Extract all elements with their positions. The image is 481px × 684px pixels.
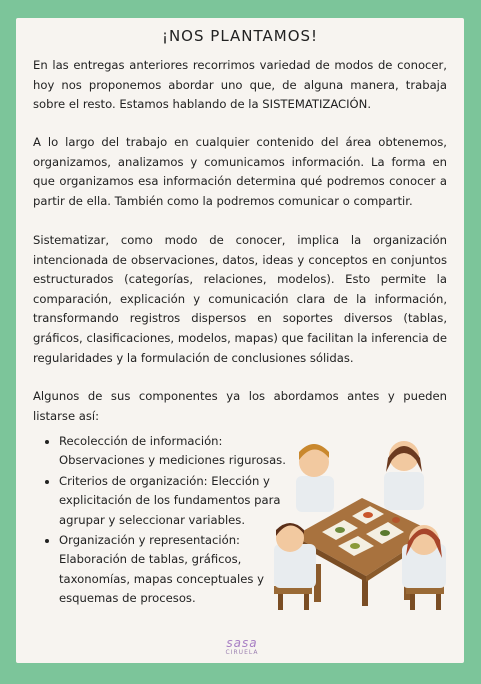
intro-paragraph: En las entregas anteriores recorrimos variedad de modos de conocer, hoy nos proponemos abordar uno que, de alguna manera, trabaja sobre el resto. Estamos hablando de la SISTEMATIZACIÓN. xyxy=(33,58,447,112)
document-page xyxy=(16,18,464,663)
list-item: • Recolección de información: Observaciones y mediciones rigurosas. xyxy=(59,432,294,471)
systematize-paragraph: Sistematizar, como modo de conocer, implica la organización intencionada de observaciones, datos, ideas y conceptos en conjuntos estructurados (categorías, relaciones, modelos). Esto permite la comparación, explicación y comunicación clara de la información, transformando registros dispersos en soportes diversos (tablas, gráficos, clasificaciones, modelos, mapas) que facilitan la inferencia de regularidades y la formulación de conclusiones sólidas. xyxy=(33,233,447,365)
information-paragraph: A lo largo del trabajo en cualquier contenido del área obtenemos, organizamos, analizamos y comunicamos información. La forma en que organizamos esa información determina qué podremos conocer a partir de ella. También como la podremos comunicar o compartir. xyxy=(33,135,447,208)
logo-text: sasa xyxy=(226,636,258,650)
page-title: ¡NOS PLANTAMOS! xyxy=(161,27,319,45)
components-list xyxy=(33,432,294,610)
list-item: • Organización y representación: Elaboración de tablas, gráficos, taxonomías, mapas conceptuales y esquemas de procesos. xyxy=(59,531,294,609)
list-item: • Criterios de organización: Elección y explicitación de los fundamentos para agrupar y seleccionar variables. xyxy=(59,472,294,530)
children-sorting-leaves-illustration xyxy=(266,436,452,614)
components-intro-paragraph: Algunos de sus componentes ya los abordamos antes y pueden listarse así: xyxy=(33,389,447,423)
sasa-ciruela-logo xyxy=(210,628,274,684)
logo-subtext: CIRUELA xyxy=(225,649,259,656)
